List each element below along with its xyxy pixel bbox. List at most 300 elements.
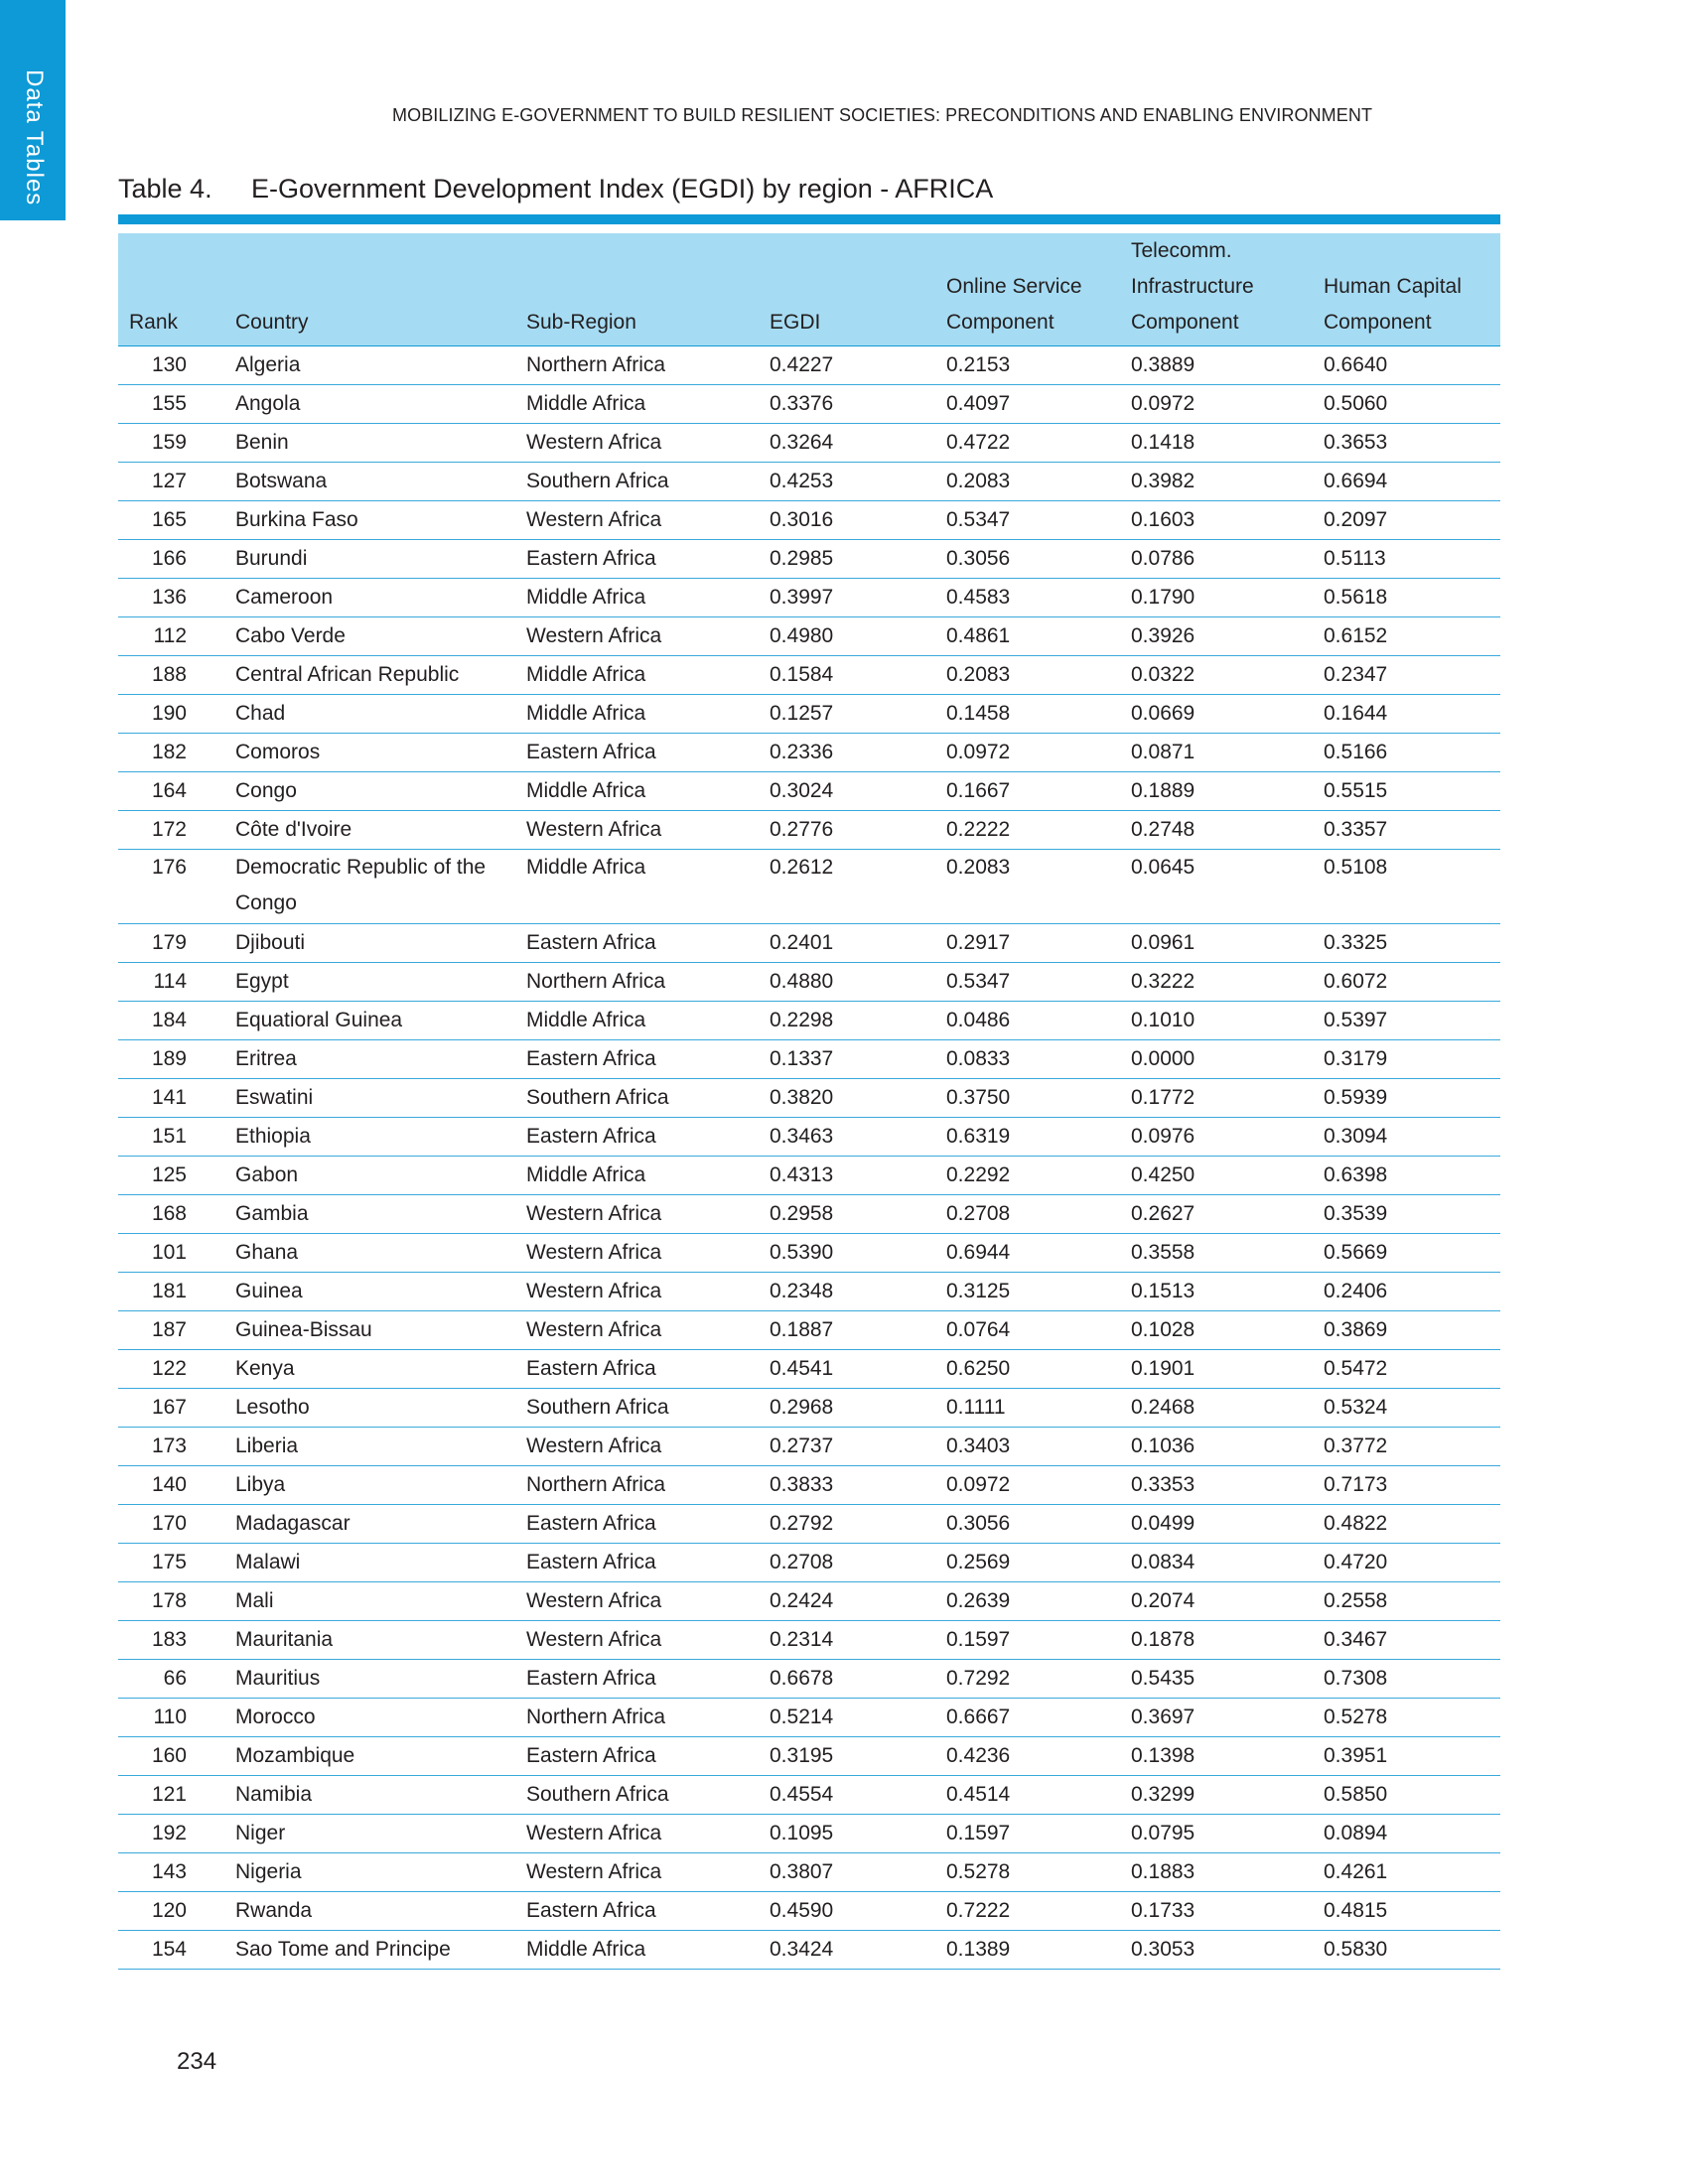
header-subregion xyxy=(526,233,770,346)
telecom-cell: 0.3697 xyxy=(1131,1699,1324,1737)
country-cell: Namibia xyxy=(235,1776,526,1815)
country-cell: Mauritania xyxy=(235,1621,526,1660)
telecom-cell: 0.2748 xyxy=(1131,811,1324,850)
table-row xyxy=(118,1853,1500,1892)
table-row xyxy=(118,1389,1500,1428)
human-capital-cell: 0.5515 xyxy=(1324,772,1500,811)
subregion-cell: Eastern Africa xyxy=(526,1118,770,1157)
table-row xyxy=(118,734,1500,772)
egdi-cell: 0.3016 xyxy=(770,501,946,540)
egdi-cell: 0.2314 xyxy=(770,1621,946,1660)
telecom-cell: 0.0645 xyxy=(1131,850,1324,924)
country-cell: Central African Republic xyxy=(235,656,526,695)
subregion-cell: Eastern Africa xyxy=(526,1040,770,1079)
subregion-cell: Eastern Africa xyxy=(526,924,770,963)
subregion-cell: Northern Africa xyxy=(526,1466,770,1505)
telecom-cell: 0.1733 xyxy=(1131,1892,1324,1931)
online-service-cell: 0.0764 xyxy=(946,1311,1131,1350)
online-service-cell: 0.5347 xyxy=(946,963,1131,1002)
country-cell: Kenya xyxy=(235,1350,526,1389)
online-service-cell: 0.2708 xyxy=(946,1195,1131,1234)
table-row xyxy=(118,1273,1500,1311)
telecom-cell: 0.1772 xyxy=(1131,1079,1324,1118)
table-row xyxy=(118,463,1500,501)
telecom-cell: 0.1028 xyxy=(1131,1311,1324,1350)
header-online-service xyxy=(946,233,1131,346)
table-row xyxy=(118,811,1500,850)
table-row xyxy=(118,1428,1500,1466)
telecom-cell: 0.0961 xyxy=(1131,924,1324,963)
egdi-cell: 0.2401 xyxy=(770,924,946,963)
egdi-cell: 0.3376 xyxy=(770,385,946,424)
rank-cell: 143 xyxy=(118,1853,235,1892)
header-line: Infrastructure xyxy=(1131,275,1254,298)
rank-cell: 192 xyxy=(118,1815,235,1853)
subregion-cell: Eastern Africa xyxy=(526,540,770,579)
telecom-cell: 0.2468 xyxy=(1131,1389,1324,1428)
country-cell: Egypt xyxy=(235,963,526,1002)
online-service-cell: 0.6667 xyxy=(946,1699,1131,1737)
subregion-cell: Western Africa xyxy=(526,1273,770,1311)
telecom-cell: 0.2627 xyxy=(1131,1195,1324,1234)
egdi-cell: 0.1257 xyxy=(770,695,946,734)
country-cell: Burundi xyxy=(235,540,526,579)
human-capital-cell: 0.3357 xyxy=(1324,811,1500,850)
country-cell: Guinea-Bissau xyxy=(235,1311,526,1350)
header-line: EGDI xyxy=(770,311,821,334)
human-capital-cell: 0.5397 xyxy=(1324,1002,1500,1040)
table-row xyxy=(118,1892,1500,1931)
online-service-cell: 0.7292 xyxy=(946,1660,1131,1699)
egdi-cell: 0.3264 xyxy=(770,424,946,463)
egdi-cell: 0.4880 xyxy=(770,963,946,1002)
telecom-cell: 0.1513 xyxy=(1131,1273,1324,1311)
header-line: Human Capital xyxy=(1324,275,1462,298)
online-service-cell: 0.0972 xyxy=(946,734,1131,772)
online-service-cell: 0.3056 xyxy=(946,1505,1131,1544)
online-service-cell: 0.4722 xyxy=(946,424,1131,463)
human-capital-cell: 0.3094 xyxy=(1324,1118,1500,1157)
human-capital-cell: 0.5618 xyxy=(1324,579,1500,617)
egdi-table xyxy=(118,233,1500,1970)
human-capital-cell: 0.4815 xyxy=(1324,1892,1500,1931)
rank-cell: 179 xyxy=(118,924,235,963)
egdi-cell: 0.2298 xyxy=(770,1002,946,1040)
rank-cell: 167 xyxy=(118,1389,235,1428)
rank-cell: 136 xyxy=(118,579,235,617)
egdi-cell: 0.2737 xyxy=(770,1428,946,1466)
egdi-cell: 0.1095 xyxy=(770,1815,946,1853)
egdi-cell: 0.2336 xyxy=(770,734,946,772)
egdi-cell: 0.5214 xyxy=(770,1699,946,1737)
subregion-cell: Northern Africa xyxy=(526,1699,770,1737)
rank-cell: 130 xyxy=(118,346,235,385)
human-capital-cell: 0.3772 xyxy=(1324,1428,1500,1466)
telecom-cell: 0.1036 xyxy=(1131,1428,1324,1466)
subregion-cell: Middle Africa xyxy=(526,385,770,424)
table-title: E-Government Development Index (EGDI) by region - AFRICA xyxy=(251,174,994,204)
human-capital-cell: 0.5324 xyxy=(1324,1389,1500,1428)
rank-cell: 190 xyxy=(118,695,235,734)
egdi-cell: 0.1337 xyxy=(770,1040,946,1079)
online-service-cell: 0.2222 xyxy=(946,811,1131,850)
rank-cell: 184 xyxy=(118,1002,235,1040)
rank-cell: 155 xyxy=(118,385,235,424)
table-row xyxy=(118,963,1500,1002)
table-row xyxy=(118,1040,1500,1079)
country-cell: Nigeria xyxy=(235,1853,526,1892)
human-capital-cell: 0.6694 xyxy=(1324,463,1500,501)
human-capital-cell: 0.5850 xyxy=(1324,1776,1500,1815)
country-cell: Ghana xyxy=(235,1234,526,1273)
telecom-cell: 0.1790 xyxy=(1131,579,1324,617)
online-service-cell: 0.6250 xyxy=(946,1350,1131,1389)
egdi-cell: 0.2968 xyxy=(770,1389,946,1428)
egdi-cell: 0.4554 xyxy=(770,1776,946,1815)
subregion-cell: Eastern Africa xyxy=(526,1505,770,1544)
telecom-cell: 0.3299 xyxy=(1131,1776,1324,1815)
country-cell: Liberia xyxy=(235,1428,526,1466)
rank-cell: 166 xyxy=(118,540,235,579)
subregion-cell: Middle Africa xyxy=(526,656,770,695)
subregion-cell: Western Africa xyxy=(526,501,770,540)
table-row xyxy=(118,1466,1500,1505)
table-row xyxy=(118,1157,1500,1195)
subregion-cell: Middle Africa xyxy=(526,695,770,734)
country-cell: Benin xyxy=(235,424,526,463)
egdi-cell: 0.4253 xyxy=(770,463,946,501)
header-line: Telecomm. xyxy=(1131,239,1232,262)
human-capital-cell: 0.3869 xyxy=(1324,1311,1500,1350)
online-service-cell: 0.6319 xyxy=(946,1118,1131,1157)
running-header: MOBILIZING E-GOVERNMENT TO BUILD RESILIENT SOCIETIES: PRECONDITIONS AND ENABLING ENVIRONMENT xyxy=(392,105,1373,125)
rank-cell: 176 xyxy=(118,850,235,924)
header-telecom-infrastructure xyxy=(1131,233,1324,346)
country-cell: Comoros xyxy=(235,734,526,772)
subregion-cell: Western Africa xyxy=(526,811,770,850)
country-cell: Djibouti xyxy=(235,924,526,963)
human-capital-cell: 0.5108 xyxy=(1324,850,1500,924)
online-service-cell: 0.2153 xyxy=(946,346,1131,385)
table-row xyxy=(118,1505,1500,1544)
subregion-cell: Middle Africa xyxy=(526,1002,770,1040)
telecom-cell: 0.0976 xyxy=(1131,1118,1324,1157)
rank-cell: 189 xyxy=(118,1040,235,1079)
subregion-cell: Middle Africa xyxy=(526,1157,770,1195)
table-row xyxy=(118,1931,1500,1970)
telecom-cell: 0.3053 xyxy=(1131,1931,1324,1970)
subregion-cell: Middle Africa xyxy=(526,850,770,924)
egdi-cell: 0.5390 xyxy=(770,1234,946,1273)
online-service-cell: 0.1458 xyxy=(946,695,1131,734)
rank-cell: 183 xyxy=(118,1621,235,1660)
table-row xyxy=(118,1544,1500,1582)
table-row xyxy=(118,1699,1500,1737)
table-row xyxy=(118,1737,1500,1776)
header-line: Component xyxy=(1131,311,1239,334)
table-row xyxy=(118,540,1500,579)
telecom-cell: 0.3889 xyxy=(1131,346,1324,385)
rank-cell: 101 xyxy=(118,1234,235,1273)
country-cell: Ethiopia xyxy=(235,1118,526,1157)
table-row xyxy=(118,1195,1500,1234)
telecom-cell: 0.3222 xyxy=(1131,963,1324,1002)
egdi-cell: 0.4980 xyxy=(770,617,946,656)
country-cell: Chad xyxy=(235,695,526,734)
country-cell: Gabon xyxy=(235,1157,526,1195)
telecom-cell: 0.1889 xyxy=(1131,772,1324,811)
human-capital-cell: 0.7173 xyxy=(1324,1466,1500,1505)
egdi-cell: 0.2792 xyxy=(770,1505,946,1544)
country-cell: Democratic Republic of the Congo xyxy=(235,850,526,924)
subregion-cell: Eastern Africa xyxy=(526,734,770,772)
human-capital-cell: 0.2558 xyxy=(1324,1582,1500,1621)
online-service-cell: 0.2083 xyxy=(946,850,1131,924)
egdi-cell: 0.3807 xyxy=(770,1853,946,1892)
country-cell: Malawi xyxy=(235,1544,526,1582)
online-service-cell: 0.1111 xyxy=(946,1389,1131,1428)
online-service-cell: 0.0486 xyxy=(946,1002,1131,1040)
human-capital-cell: 0.2097 xyxy=(1324,501,1500,540)
country-cell: Burkina Faso xyxy=(235,501,526,540)
table-row xyxy=(118,850,1500,924)
table-row xyxy=(118,1002,1500,1040)
page-number: 234 xyxy=(177,2048,217,2075)
table-row xyxy=(118,1621,1500,1660)
country-cell: Algeria xyxy=(235,346,526,385)
rank-cell: 125 xyxy=(118,1157,235,1195)
human-capital-cell: 0.3653 xyxy=(1324,424,1500,463)
telecom-cell: 0.1883 xyxy=(1131,1853,1324,1892)
egdi-cell: 0.4541 xyxy=(770,1350,946,1389)
egdi-cell: 0.3424 xyxy=(770,1931,946,1970)
telecom-cell: 0.0871 xyxy=(1131,734,1324,772)
subregion-cell: Northern Africa xyxy=(526,346,770,385)
country-cell: Sao Tome and Principe xyxy=(235,1931,526,1970)
country-cell: Cameroon xyxy=(235,579,526,617)
egdi-cell: 0.2958 xyxy=(770,1195,946,1234)
online-service-cell: 0.4861 xyxy=(946,617,1131,656)
telecom-cell: 0.3982 xyxy=(1131,463,1324,501)
country-cell: Eswatini xyxy=(235,1079,526,1118)
telecom-cell: 0.3353 xyxy=(1131,1466,1324,1505)
subregion-cell: Western Africa xyxy=(526,1311,770,1350)
rank-cell: 175 xyxy=(118,1544,235,1582)
human-capital-cell: 0.3467 xyxy=(1324,1621,1500,1660)
header-human-capital xyxy=(1324,233,1500,346)
subregion-cell: Western Africa xyxy=(526,617,770,656)
country-cell: Mali xyxy=(235,1582,526,1621)
egdi-cell: 0.6678 xyxy=(770,1660,946,1699)
subregion-cell: Northern Africa xyxy=(526,963,770,1002)
human-capital-cell: 0.6152 xyxy=(1324,617,1500,656)
header-line: Country xyxy=(235,311,309,334)
subregion-cell: Middle Africa xyxy=(526,1931,770,1970)
human-capital-cell: 0.5166 xyxy=(1324,734,1500,772)
subregion-cell: Southern Africa xyxy=(526,1389,770,1428)
online-service-cell: 0.1597 xyxy=(946,1621,1131,1660)
egdi-cell: 0.3833 xyxy=(770,1466,946,1505)
subregion-cell: Eastern Africa xyxy=(526,1350,770,1389)
telecom-cell: 0.1398 xyxy=(1131,1737,1324,1776)
header-egdi xyxy=(770,233,946,346)
table-row xyxy=(118,1776,1500,1815)
rank-cell: 110 xyxy=(118,1699,235,1737)
side-tab xyxy=(0,0,66,220)
table-row xyxy=(118,617,1500,656)
rank-cell: 121 xyxy=(118,1776,235,1815)
country-cell: Congo xyxy=(235,772,526,811)
rank-cell: 187 xyxy=(118,1311,235,1350)
telecom-cell: 0.3558 xyxy=(1131,1234,1324,1273)
online-service-cell: 0.2917 xyxy=(946,924,1131,963)
online-service-cell: 0.1597 xyxy=(946,1815,1131,1853)
rank-cell: 140 xyxy=(118,1466,235,1505)
egdi-cell: 0.3820 xyxy=(770,1079,946,1118)
subregion-cell: Southern Africa xyxy=(526,463,770,501)
telecom-cell: 0.0000 xyxy=(1131,1040,1324,1079)
human-capital-cell: 0.2347 xyxy=(1324,656,1500,695)
human-capital-cell: 0.3951 xyxy=(1324,1737,1500,1776)
rank-cell: 173 xyxy=(118,1428,235,1466)
human-capital-cell: 0.6072 xyxy=(1324,963,1500,1002)
rank-cell: 181 xyxy=(118,1273,235,1311)
egdi-cell: 0.3463 xyxy=(770,1118,946,1157)
egdi-cell: 0.2424 xyxy=(770,1582,946,1621)
rank-cell: 120 xyxy=(118,1892,235,1931)
subregion-cell: Eastern Africa xyxy=(526,1892,770,1931)
header-line: Rank xyxy=(129,311,179,334)
header-line: Component xyxy=(946,311,1055,334)
telecom-cell: 0.5435 xyxy=(1131,1660,1324,1699)
human-capital-cell: 0.3179 xyxy=(1324,1040,1500,1079)
egdi-cell: 0.2708 xyxy=(770,1544,946,1582)
caption-rule xyxy=(118,214,1500,224)
subregion-cell: Southern Africa xyxy=(526,1776,770,1815)
country-cell: Côte d'Ivoire xyxy=(235,811,526,850)
country-cell: Guinea xyxy=(235,1273,526,1311)
human-capital-cell: 0.1644 xyxy=(1324,695,1500,734)
online-service-cell: 0.2639 xyxy=(946,1582,1131,1621)
rank-cell: 172 xyxy=(118,811,235,850)
country-cell: Mauritius xyxy=(235,1660,526,1699)
telecom-cell: 0.1603 xyxy=(1131,501,1324,540)
header-rank xyxy=(118,233,235,346)
human-capital-cell: 0.5830 xyxy=(1324,1931,1500,1970)
subregion-cell: Eastern Africa xyxy=(526,1660,770,1699)
table-row xyxy=(118,1660,1500,1699)
human-capital-cell: 0.2406 xyxy=(1324,1273,1500,1311)
country-cell: Madagascar xyxy=(235,1505,526,1544)
human-capital-cell: 0.4261 xyxy=(1324,1853,1500,1892)
human-capital-cell: 0.5060 xyxy=(1324,385,1500,424)
human-capital-cell: 0.3539 xyxy=(1324,1195,1500,1234)
table-row xyxy=(118,772,1500,811)
table-row xyxy=(118,385,1500,424)
rank-cell: 151 xyxy=(118,1118,235,1157)
egdi-cell: 0.2776 xyxy=(770,811,946,850)
subregion-cell: Eastern Africa xyxy=(526,1737,770,1776)
country-cell: Morocco xyxy=(235,1699,526,1737)
human-capital-cell: 0.7308 xyxy=(1324,1660,1500,1699)
country-cell: Cabo Verde xyxy=(235,617,526,656)
subregion-cell: Eastern Africa xyxy=(526,1544,770,1582)
table-header-row xyxy=(118,233,1500,346)
egdi-cell: 0.2348 xyxy=(770,1273,946,1311)
side-tab-label: Data Tables xyxy=(21,69,48,206)
human-capital-cell: 0.5669 xyxy=(1324,1234,1500,1273)
telecom-cell: 0.1418 xyxy=(1131,424,1324,463)
telecom-cell: 0.1878 xyxy=(1131,1621,1324,1660)
rank-cell: 164 xyxy=(118,772,235,811)
rank-cell: 127 xyxy=(118,463,235,501)
table-row xyxy=(118,579,1500,617)
subregion-cell: Western Africa xyxy=(526,1195,770,1234)
online-service-cell: 0.7222 xyxy=(946,1892,1131,1931)
table-row xyxy=(118,346,1500,385)
table-row xyxy=(118,1815,1500,1853)
subregion-cell: Western Africa xyxy=(526,1234,770,1273)
online-service-cell: 0.6944 xyxy=(946,1234,1131,1273)
table-body xyxy=(118,346,1500,1970)
rank-cell: 159 xyxy=(118,424,235,463)
table-row xyxy=(118,1311,1500,1350)
online-service-cell: 0.3125 xyxy=(946,1273,1131,1311)
country-cell: Libya xyxy=(235,1466,526,1505)
country-cell: Mozambique xyxy=(235,1737,526,1776)
table-row xyxy=(118,1350,1500,1389)
subregion-cell: Southern Africa xyxy=(526,1079,770,1118)
human-capital-cell: 0.5113 xyxy=(1324,540,1500,579)
online-service-cell: 0.4236 xyxy=(946,1737,1131,1776)
online-service-cell: 0.3750 xyxy=(946,1079,1131,1118)
rank-cell: 141 xyxy=(118,1079,235,1118)
telecom-cell: 0.0834 xyxy=(1131,1544,1324,1582)
country-cell: Lesotho xyxy=(235,1389,526,1428)
telecom-cell: 0.0795 xyxy=(1131,1815,1324,1853)
subregion-cell: Middle Africa xyxy=(526,772,770,811)
telecom-cell: 0.4250 xyxy=(1131,1157,1324,1195)
egdi-cell: 0.1887 xyxy=(770,1311,946,1350)
human-capital-cell: 0.4822 xyxy=(1324,1505,1500,1544)
rank-cell: 170 xyxy=(118,1505,235,1544)
online-service-cell: 0.0972 xyxy=(946,1466,1131,1505)
egdi-cell: 0.3195 xyxy=(770,1737,946,1776)
rank-cell: 182 xyxy=(118,734,235,772)
online-service-cell: 0.2083 xyxy=(946,463,1131,501)
country-cell: Niger xyxy=(235,1815,526,1853)
subregion-cell: Western Africa xyxy=(526,1815,770,1853)
telecom-cell: 0.3926 xyxy=(1131,617,1324,656)
online-service-cell: 0.3403 xyxy=(946,1428,1131,1466)
rank-cell: 178 xyxy=(118,1582,235,1621)
telecom-cell: 0.2074 xyxy=(1131,1582,1324,1621)
telecom-cell: 0.0669 xyxy=(1131,695,1324,734)
country-cell: Angola xyxy=(235,385,526,424)
online-service-cell: 0.3056 xyxy=(946,540,1131,579)
human-capital-cell: 0.5472 xyxy=(1324,1350,1500,1389)
rank-cell: 114 xyxy=(118,963,235,1002)
egdi-cell: 0.4590 xyxy=(770,1892,946,1931)
rank-cell: 154 xyxy=(118,1931,235,1970)
table-caption xyxy=(118,174,993,205)
telecom-cell: 0.0786 xyxy=(1131,540,1324,579)
online-service-cell: 0.5278 xyxy=(946,1853,1131,1892)
subregion-cell: Western Africa xyxy=(526,1428,770,1466)
human-capital-cell: 0.0894 xyxy=(1324,1815,1500,1853)
human-capital-cell: 0.4720 xyxy=(1324,1544,1500,1582)
online-service-cell: 0.1667 xyxy=(946,772,1131,811)
